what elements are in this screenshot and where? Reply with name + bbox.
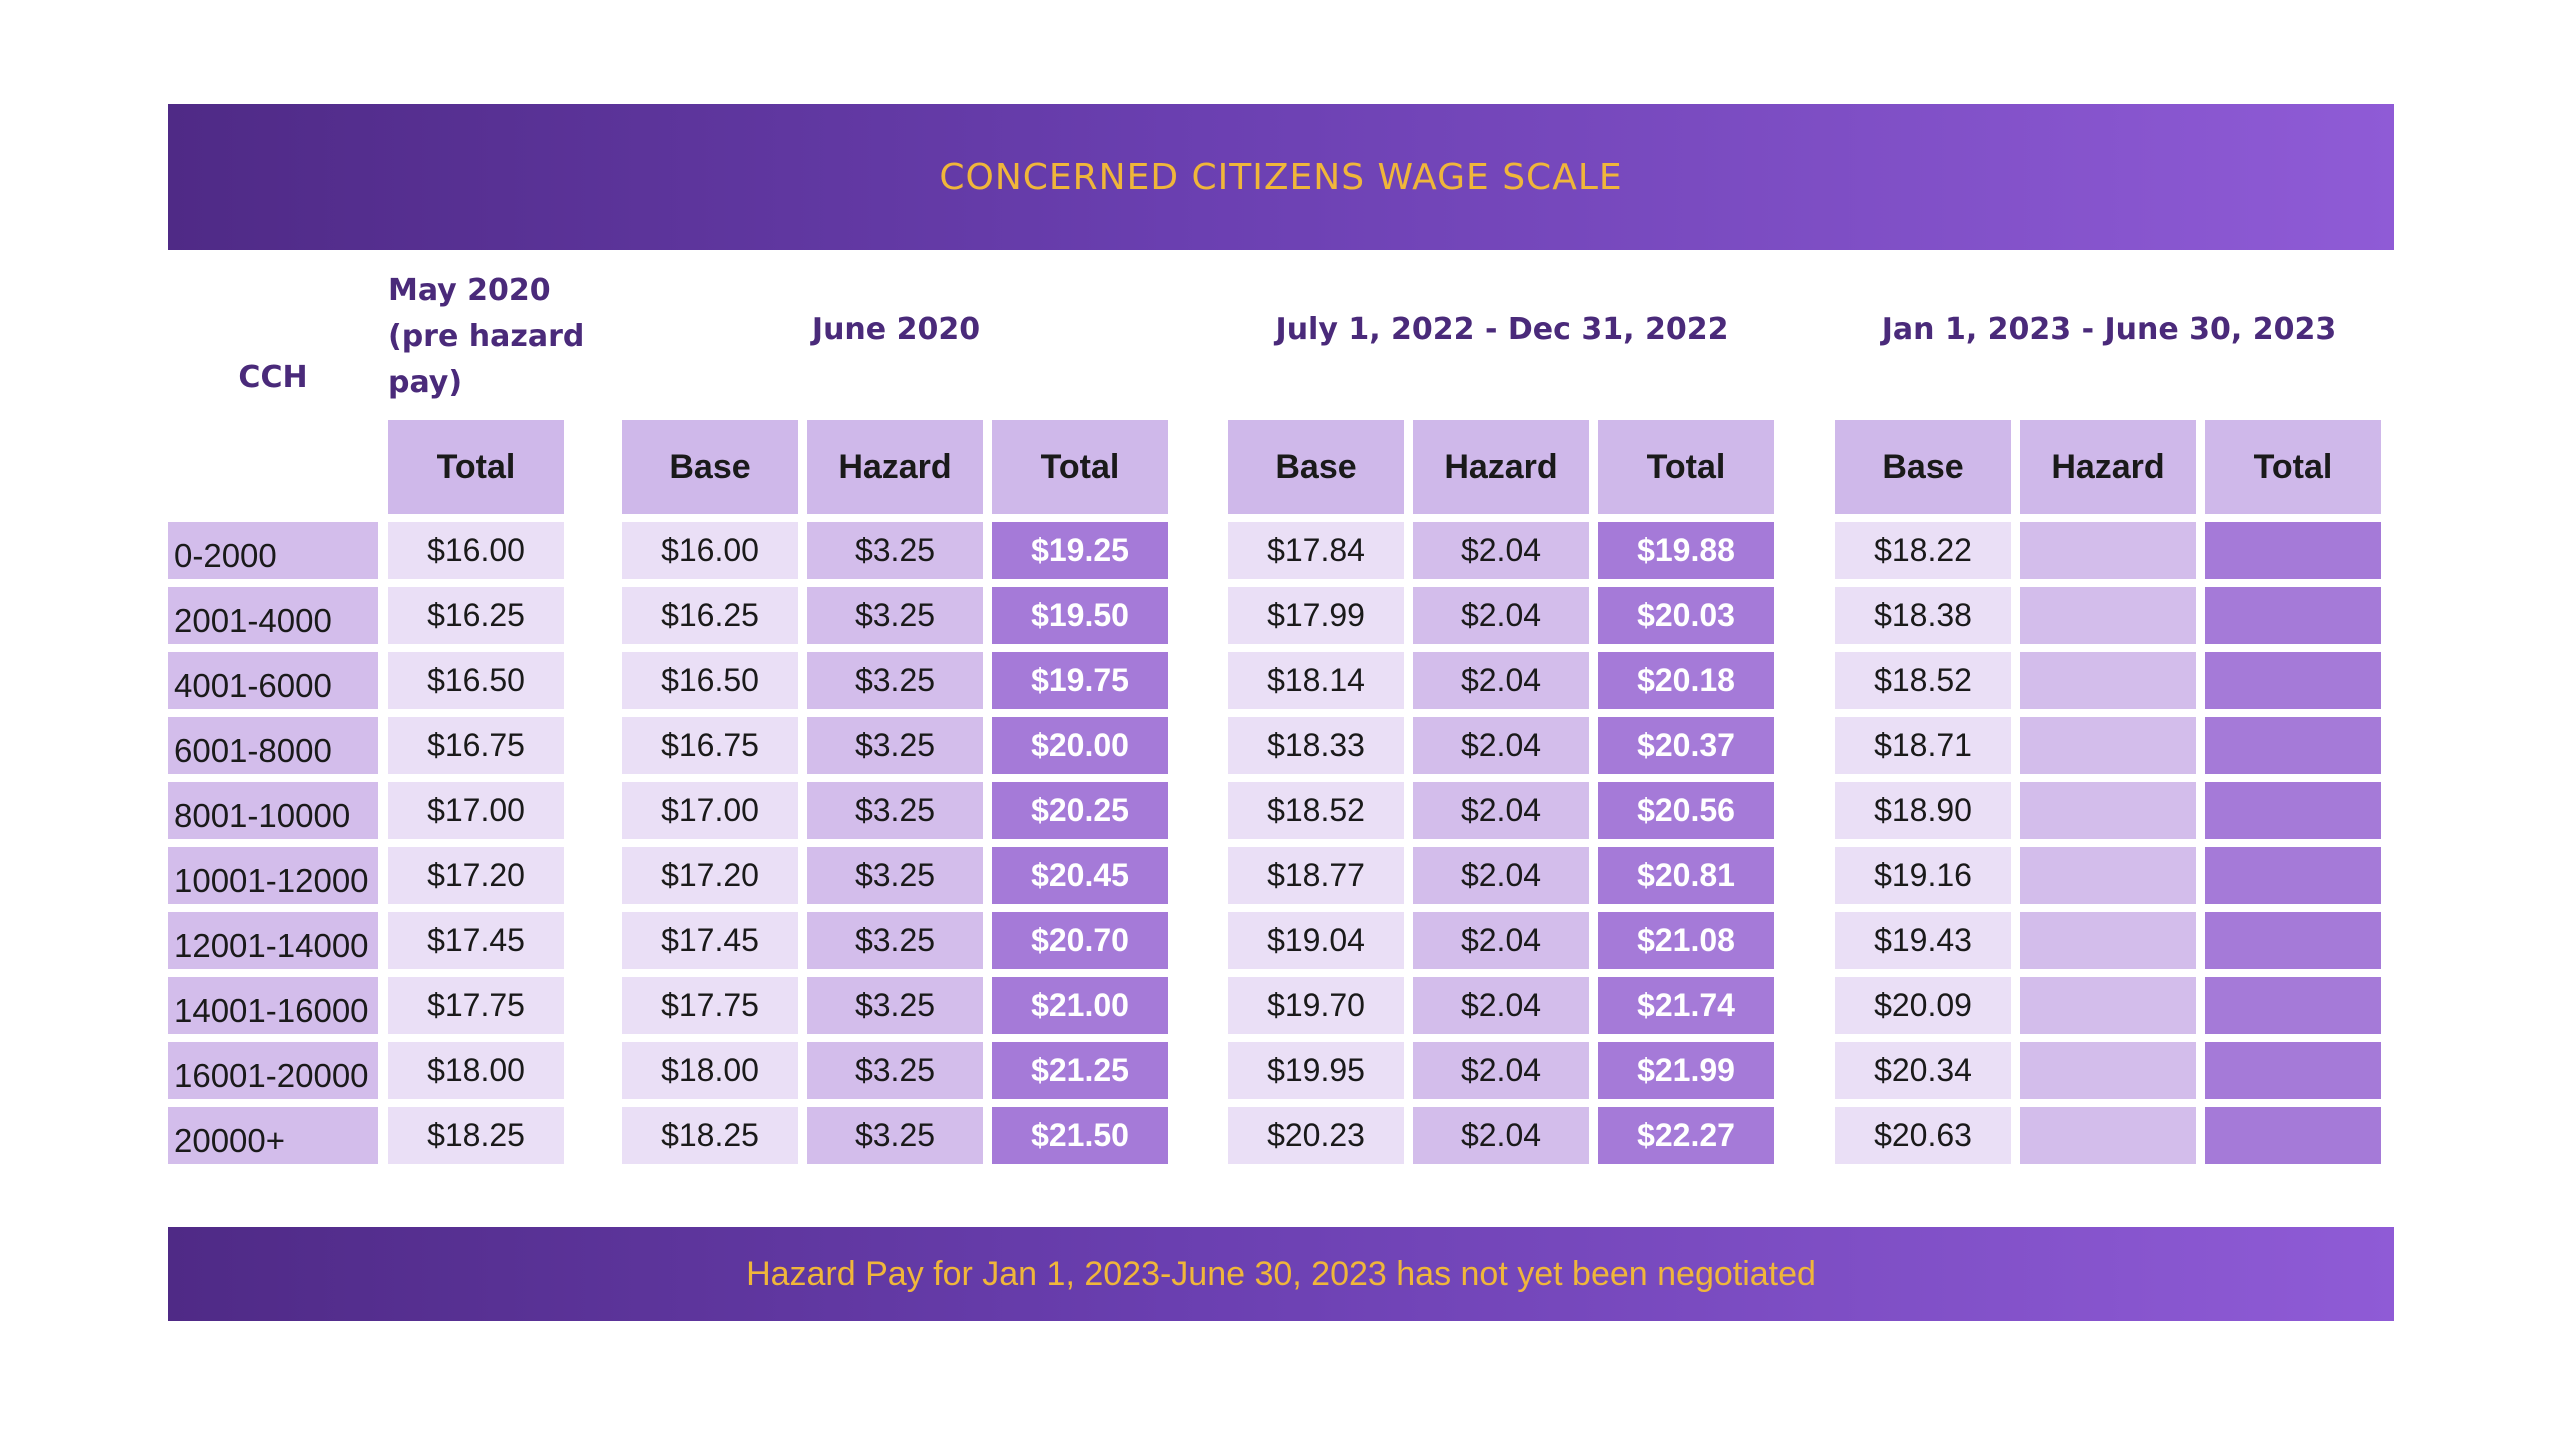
july-total-cell: $20.56 bbox=[1598, 782, 1774, 839]
june-total-cell: $19.25 bbox=[992, 522, 1168, 579]
june-base-cell: $16.00 bbox=[622, 522, 798, 579]
june-total-cell: $20.70 bbox=[992, 912, 1168, 969]
footer-note: Hazard Pay for Jan 1, 2023-June 30, 2023 has not yet been negotiated bbox=[746, 1254, 1816, 1293]
july-hazard-cell: $2.04 bbox=[1413, 1107, 1589, 1164]
jan-hazard-cell bbox=[2020, 1107, 2196, 1164]
july-total-cell: $20.03 bbox=[1598, 587, 1774, 644]
june-total-cell: $20.45 bbox=[992, 847, 1168, 904]
cch-cell: 2001-4000 bbox=[168, 587, 378, 644]
june-hazard-cell: $3.25 bbox=[807, 717, 983, 774]
may-total-cell: $18.00 bbox=[388, 1042, 564, 1099]
june-hazard-cell: $3.25 bbox=[807, 847, 983, 904]
july-total-cell: $20.18 bbox=[1598, 652, 1774, 709]
june-hazard-cell: $3.25 bbox=[807, 782, 983, 839]
may-total-cell: $16.50 bbox=[388, 652, 564, 709]
june-total-cell: $21.00 bbox=[992, 977, 1168, 1034]
header-cch: CCH bbox=[238, 360, 308, 395]
june-base-cell: $18.00 bbox=[622, 1042, 798, 1099]
jan-total-cell bbox=[2205, 717, 2381, 774]
july-base-cell: $18.33 bbox=[1228, 717, 1404, 774]
july-hazard-cell: $2.04 bbox=[1413, 652, 1589, 709]
june-hazard-cell: $3.25 bbox=[807, 977, 983, 1034]
july-base-cell: $17.99 bbox=[1228, 587, 1404, 644]
june-base-cell: $18.25 bbox=[622, 1107, 798, 1164]
jan-hazard-cell bbox=[2020, 717, 2196, 774]
jan-total-cell bbox=[2205, 782, 2381, 839]
july-base-cell: $19.70 bbox=[1228, 977, 1404, 1034]
may-total-cell: $17.00 bbox=[388, 782, 564, 839]
may-total-cell: $16.00 bbox=[388, 522, 564, 579]
cch-cell: 12001-14000 bbox=[168, 912, 378, 969]
may-total-cell: $16.75 bbox=[388, 717, 564, 774]
june-total-cell: $21.25 bbox=[992, 1042, 1168, 1099]
june-base-cell: $16.75 bbox=[622, 717, 798, 774]
july-base-cell: $18.77 bbox=[1228, 847, 1404, 904]
july-hazard-cell: $2.04 bbox=[1413, 522, 1589, 579]
jan-hazard-cell bbox=[2020, 912, 2196, 969]
jan-base-cell: $19.16 bbox=[1835, 847, 2011, 904]
jan-hazard-cell bbox=[2020, 847, 2196, 904]
subheader-july-hazard: Hazard bbox=[1413, 420, 1589, 514]
jan-base-cell: $18.38 bbox=[1835, 587, 2011, 644]
july-base-cell: $18.14 bbox=[1228, 652, 1404, 709]
jan-base-cell: $18.52 bbox=[1835, 652, 2011, 709]
july-hazard-cell: $2.04 bbox=[1413, 1042, 1589, 1099]
title-banner bbox=[168, 104, 2394, 250]
jan-total-cell bbox=[2205, 587, 2381, 644]
subheader-jan-hazard: Hazard bbox=[2020, 420, 2196, 514]
subheader-july-total: Total bbox=[1598, 420, 1774, 514]
subheader-june-total: Total bbox=[992, 420, 1168, 514]
july-total-cell: $21.08 bbox=[1598, 912, 1774, 969]
subheader-june-base: Base bbox=[622, 420, 798, 514]
may-total-cell: $17.20 bbox=[388, 847, 564, 904]
june-base-cell: $17.75 bbox=[622, 977, 798, 1034]
subheader-jan-total: Total bbox=[2205, 420, 2381, 514]
jan-hazard-cell bbox=[2020, 587, 2196, 644]
june-total-cell: $19.50 bbox=[992, 587, 1168, 644]
cch-cell: 4001-6000 bbox=[168, 652, 378, 709]
jan-base-cell: $20.09 bbox=[1835, 977, 2011, 1034]
jan-hazard-cell bbox=[2020, 652, 2196, 709]
page-title: CONCERNED CITIZENS WAGE SCALE bbox=[939, 156, 1623, 198]
jan-base-cell: $18.71 bbox=[1835, 717, 2011, 774]
june-base-cell: $16.25 bbox=[622, 587, 798, 644]
cch-cell: 8001-10000 bbox=[168, 782, 378, 839]
jan-base-cell: $20.63 bbox=[1835, 1107, 2011, 1164]
june-base-cell: $17.45 bbox=[622, 912, 798, 969]
jan-hazard-cell bbox=[2020, 977, 2196, 1034]
subheader-jan-base: Base bbox=[1835, 420, 2011, 514]
july-base-cell: $17.84 bbox=[1228, 522, 1404, 579]
june-hazard-cell: $3.25 bbox=[807, 1042, 983, 1099]
jan-total-cell bbox=[2205, 912, 2381, 969]
jan-hazard-cell bbox=[2020, 522, 2196, 579]
july-hazard-cell: $2.04 bbox=[1413, 847, 1589, 904]
july-base-cell: $18.52 bbox=[1228, 782, 1404, 839]
header-june-2020: June 2020 bbox=[811, 312, 981, 347]
subheader-july-base: Base bbox=[1228, 420, 1404, 514]
july-base-cell: $19.04 bbox=[1228, 912, 1404, 969]
subheader-june-hazard: Hazard bbox=[807, 420, 983, 514]
may-total-cell: $17.45 bbox=[388, 912, 564, 969]
cch-cell: 0-2000 bbox=[168, 522, 378, 579]
july-hazard-cell: $2.04 bbox=[1413, 977, 1589, 1034]
july-total-cell: $20.37 bbox=[1598, 717, 1774, 774]
june-base-cell: $17.00 bbox=[622, 782, 798, 839]
jan-total-cell bbox=[2205, 522, 2381, 579]
subheader-may-total: Total bbox=[388, 420, 564, 514]
header-jan-2023: Jan 1, 2023 - June 30, 2023 bbox=[1881, 312, 2337, 347]
july-total-cell: $21.99 bbox=[1598, 1042, 1774, 1099]
june-hazard-cell: $3.25 bbox=[807, 912, 983, 969]
jan-hazard-cell bbox=[2020, 782, 2196, 839]
june-base-cell: $16.50 bbox=[622, 652, 798, 709]
july-hazard-cell: $2.04 bbox=[1413, 717, 1589, 774]
july-total-cell: $21.74 bbox=[1598, 977, 1774, 1034]
cch-cell: 6001-8000 bbox=[168, 717, 378, 774]
jan-hazard-cell bbox=[2020, 1042, 2196, 1099]
jan-base-cell: $20.34 bbox=[1835, 1042, 2011, 1099]
footer-banner bbox=[168, 1227, 2394, 1321]
header-may-2020: May 2020 (pre hazard pay) bbox=[388, 273, 585, 400]
may-total-cell: $17.75 bbox=[388, 977, 564, 1034]
may-total-cell: $18.25 bbox=[388, 1107, 564, 1164]
jan-total-cell bbox=[2205, 652, 2381, 709]
jan-base-cell: $18.22 bbox=[1835, 522, 2011, 579]
july-hazard-cell: $2.04 bbox=[1413, 912, 1589, 969]
jan-total-cell bbox=[2205, 1107, 2381, 1164]
jan-base-cell: $18.90 bbox=[1835, 782, 2011, 839]
june-hazard-cell: $3.25 bbox=[807, 522, 983, 579]
june-hazard-cell: $3.25 bbox=[807, 652, 983, 709]
june-hazard-cell: $3.25 bbox=[807, 1107, 983, 1164]
jan-total-cell bbox=[2205, 847, 2381, 904]
cch-cell: 16001-20000 bbox=[168, 1042, 378, 1099]
cch-cell: 10001-12000 bbox=[168, 847, 378, 904]
may-total-cell: $16.25 bbox=[388, 587, 564, 644]
july-total-cell: $20.81 bbox=[1598, 847, 1774, 904]
june-total-cell: $19.75 bbox=[992, 652, 1168, 709]
cch-cell: 14001-16000 bbox=[168, 977, 378, 1034]
june-total-cell: $21.50 bbox=[992, 1107, 1168, 1164]
june-total-cell: $20.25 bbox=[992, 782, 1168, 839]
jan-total-cell bbox=[2205, 977, 2381, 1034]
cch-cell: 20000+ bbox=[168, 1107, 378, 1164]
header-july-2022: July 1, 2022 - Dec 31, 2022 bbox=[1275, 312, 1729, 347]
july-base-cell: $19.95 bbox=[1228, 1042, 1404, 1099]
jan-base-cell: $19.43 bbox=[1835, 912, 2011, 969]
june-total-cell: $20.00 bbox=[992, 717, 1168, 774]
june-base-cell: $17.20 bbox=[622, 847, 798, 904]
july-hazard-cell: $2.04 bbox=[1413, 587, 1589, 644]
june-hazard-cell: $3.25 bbox=[807, 587, 983, 644]
july-base-cell: $20.23 bbox=[1228, 1107, 1404, 1164]
july-total-cell: $22.27 bbox=[1598, 1107, 1774, 1164]
jan-total-cell bbox=[2205, 1042, 2381, 1099]
july-hazard-cell: $2.04 bbox=[1413, 782, 1589, 839]
july-total-cell: $19.88 bbox=[1598, 522, 1774, 579]
